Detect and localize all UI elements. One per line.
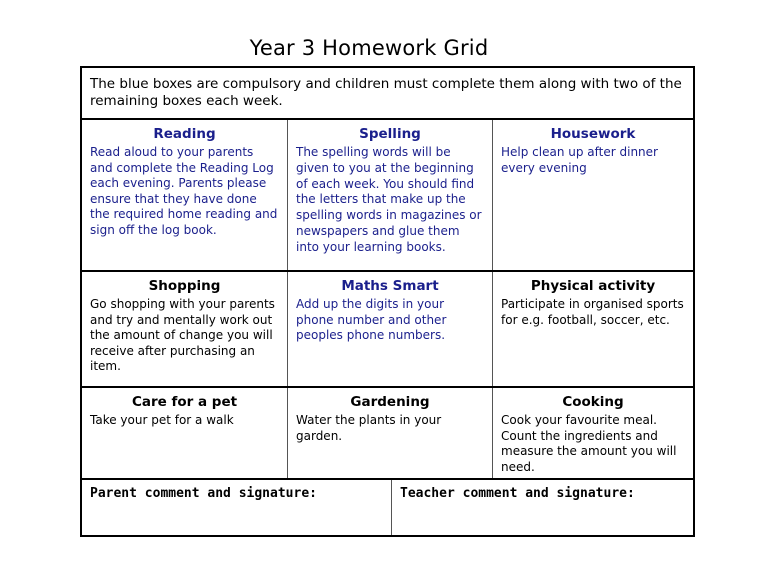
care-for-pet-body: Take your pet for a walk bbox=[90, 413, 234, 427]
care-for-pet-box bbox=[82, 388, 288, 478]
housework-title: Housework bbox=[550, 126, 636, 142]
reading-box bbox=[82, 120, 288, 270]
shopping-body: Go shopping with your parents and try and mentally work out the amount of change you will receive after purchasing an item. bbox=[90, 297, 275, 373]
reading-title: Reading bbox=[153, 126, 216, 142]
parent-signature-field[interactable]: Parent comment and signature: bbox=[82, 480, 392, 535]
signature-row bbox=[82, 480, 693, 535]
cooking-box bbox=[493, 388, 693, 478]
gardening-title: Gardening bbox=[350, 394, 430, 410]
page-title: Year 3 Homework Grid bbox=[249, 36, 489, 60]
maths-smart-body: Add up the digits in your phone number and other peoples phone numbers. bbox=[296, 297, 447, 342]
housework-body: Help clean up after dinner every evening bbox=[501, 145, 658, 175]
spelling-body: The spelling words will be given to you at the beginning of each week. You should find the letters that make up the spelling words in magazines or newspapers and glue them into your learning books. bbox=[296, 145, 482, 254]
spelling-title: Spelling bbox=[359, 126, 421, 142]
grid-row bbox=[82, 120, 693, 272]
maths-smart-title: Maths Smart bbox=[341, 278, 439, 294]
teacher-signature-field[interactable]: Teacher comment and signature: bbox=[400, 486, 635, 501]
cooking-body: Cook your favourite meal. Count the ingredients and measure the amount you will need. bbox=[501, 413, 677, 474]
cooking-title: Cooking bbox=[562, 394, 624, 410]
gardening-box bbox=[288, 388, 493, 478]
care-for-pet-title: Care for a pet bbox=[131, 394, 238, 410]
grid-row bbox=[82, 272, 693, 388]
grid-row bbox=[82, 388, 693, 480]
reading-body: Read aloud to your parents and complete the Reading Log each evening. Parents please ensure that they have done the required home reading and sign off the log book. bbox=[90, 145, 278, 237]
shopping-box bbox=[82, 272, 288, 386]
intro-text: The blue boxes are compulsory and children must complete them along with two of the remaining boxes each week. bbox=[82, 68, 693, 120]
maths-smart-box bbox=[288, 272, 493, 386]
shopping-title: Shopping bbox=[148, 278, 221, 294]
physical-activity-box bbox=[493, 272, 693, 386]
gardening-body: Water the plants in your garden. bbox=[296, 413, 442, 443]
physical-activity-title: Physical activity bbox=[530, 278, 656, 294]
housework-box bbox=[493, 120, 693, 270]
physical-activity-body: Participate in organised sports for e.g. football, soccer, etc. bbox=[501, 297, 684, 327]
homework-grid bbox=[80, 66, 695, 537]
spelling-box bbox=[288, 120, 493, 270]
